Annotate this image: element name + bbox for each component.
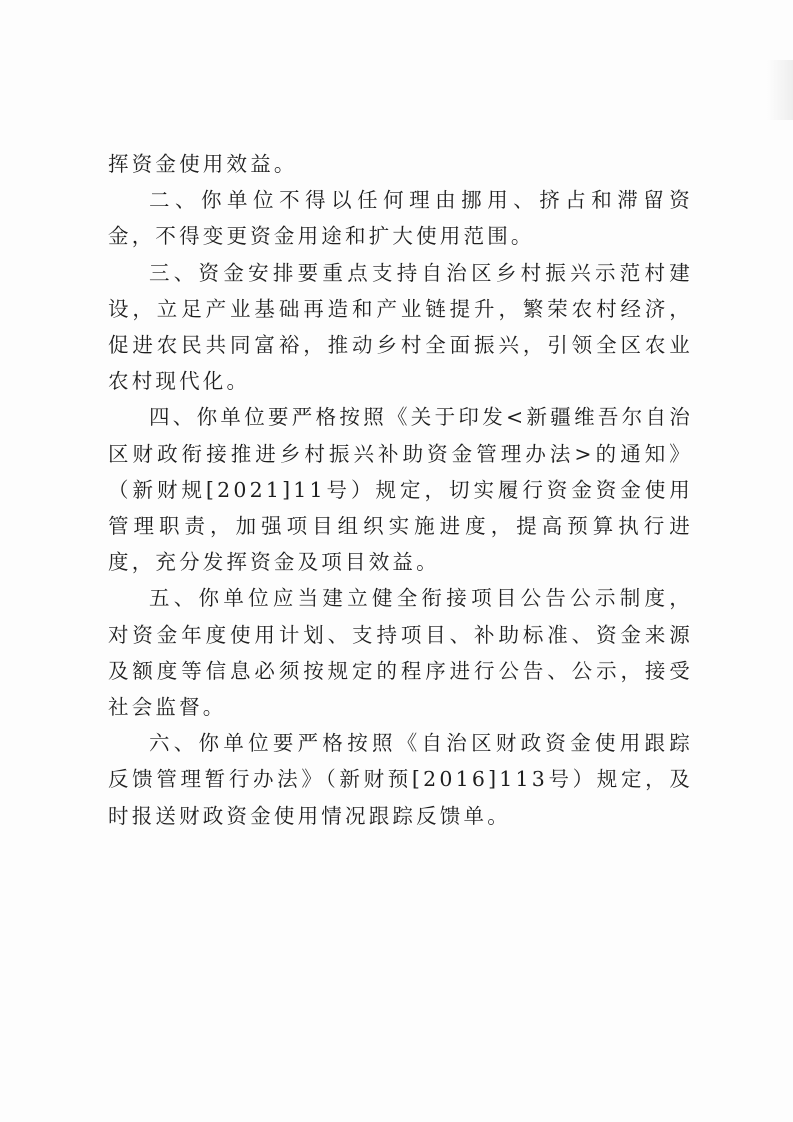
paragraph-item-4: 四、你单位要严格按照《关于印发<新疆维吾尔自治区财政衔接推进乡村振兴补助资金管理办法>的通知》（新财规[2021]11号）规定，切实履行资金资金使用管理职责，加强项目组织实施进度，提高预算执行进度，充分发挥资金及项目效益。: [108, 405, 693, 575]
paragraph-item-3: 三、资金安排要重点支持自治区乡村振兴示范村建设，立足产业基础再造和产业链提升，繁荣农村经济，促进农民共同富裕，推动乡村全面振兴，引领全区农业农村现代化。: [108, 260, 693, 394]
paragraph-item-6: 六、你单位要严格按照《自治区财政资金使用跟踪反馈管理暂行办法》（新财预[2016]113号）规定，及时报送财政资金使用情况跟踪反馈单。: [108, 731, 693, 828]
paragraph-continued: 挥资金使用效益。: [108, 152, 298, 176]
paragraph-item-5: 五、你单位应当建立健全衔接项目公告公示制度，对资金年度使用计划、支持项目、补助标准、资金来源及额度等信息必须按规定的程序进行公告、公示，接受社会监督。: [108, 586, 693, 720]
document-body: [108, 146, 693, 834]
scan-artifact: [767, 60, 793, 120]
paragraph-item-2: 二、你单位不得以任何理由挪用、挤占和滞留资金，不得变更资金用途和扩大使用范围。: [108, 188, 693, 249]
